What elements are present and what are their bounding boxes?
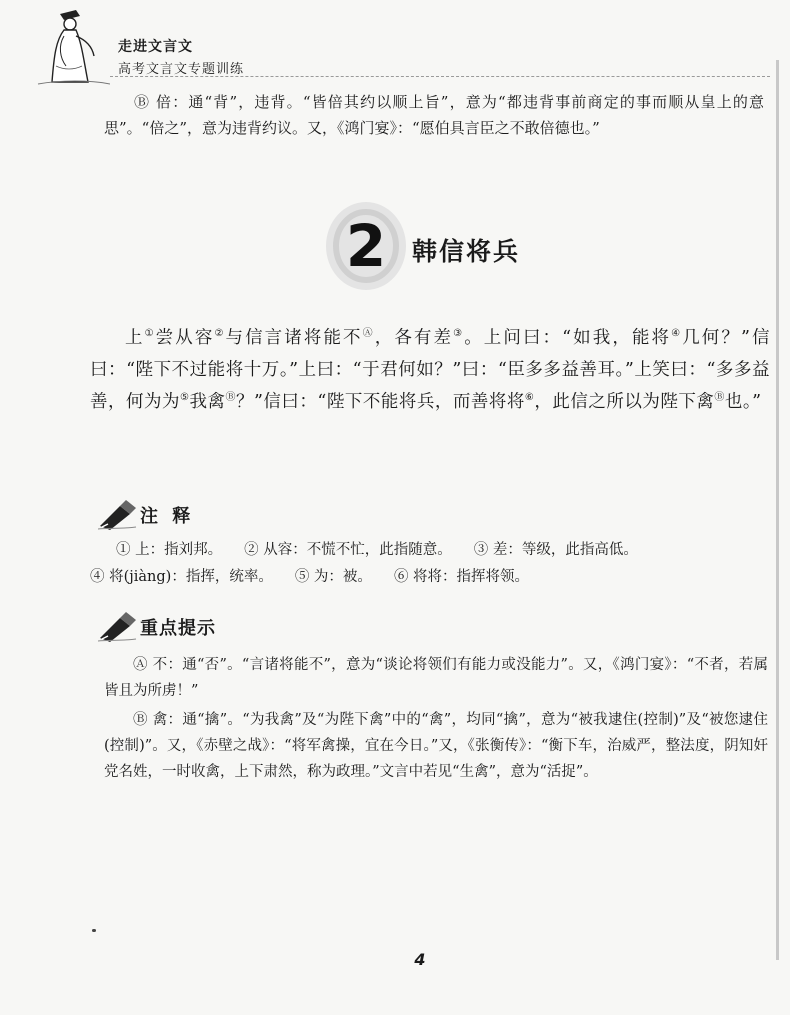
note-item: ④ 将(jiàng)：指挥，统率。: [90, 569, 273, 585]
tips-heading-label: 重点提示: [140, 618, 216, 639]
text-segment: 尝从容: [155, 328, 215, 348]
text-segment: 我禽: [189, 392, 226, 412]
note-marker: ④: [671, 328, 683, 340]
tip-marker: Ⓑ: [225, 392, 236, 404]
note-item: ② 从容：不慌不忙，此指随意。: [244, 542, 452, 558]
text-segment: ，各有差: [374, 328, 454, 348]
text-segment: 与信言诸将能不: [225, 328, 363, 348]
note-item: ⑥ 将将：指挥将领。: [393, 569, 530, 585]
text-segment: 。上问曰：“如我，能将: [464, 328, 672, 348]
series-subtitle: 高考文言文专题训练: [118, 62, 245, 77]
text-segment: ？”信曰：“陛下不能将兵，而善将将: [235, 392, 525, 412]
text-segment: 上: [125, 328, 145, 348]
note-item: ③ 差：等级，此指高低。: [473, 542, 638, 558]
intro-paragraph: Ⓑ 倍：通“背”，违背。“皆倍其约以顺上旨”，意为“都违背事前商定的事而顺从皇上的意思”。“倍之”，意为违背约议。又，《鸿门宴》：“愿伯具言臣之不敢倍德也。”: [104, 93, 764, 137]
text-segment: 也。”: [724, 392, 762, 412]
chapter-number: 2: [345, 212, 387, 280]
print-speck: [92, 929, 96, 932]
tips-heading: [98, 612, 298, 642]
notes-row: [90, 564, 770, 591]
pen-icon: [98, 612, 138, 642]
notes-row: [90, 537, 770, 564]
header-divider: [110, 76, 770, 77]
chapter-title: 韩信将兵: [412, 237, 521, 266]
note-marker: ②: [214, 328, 226, 340]
chapter-number-badge: [322, 198, 410, 294]
main-text: [90, 322, 770, 418]
series-title: 走进文言文: [118, 39, 193, 55]
tip-marker: Ⓑ: [714, 392, 725, 404]
note-marker: ⑥: [524, 392, 535, 404]
notes-heading-label: 注 释: [140, 506, 195, 527]
note-marker: ⑤: [180, 392, 190, 404]
pen-icon: [98, 500, 138, 530]
tip-marker: Ⓐ: [362, 328, 375, 340]
tip-a-paragraph: Ⓐ 不：通“否”。“言诸将能不”，意为“谈论将领们有能力或没能力”。又，《鸿门宴》：“不者，若属皆且为所虏！”: [104, 657, 768, 699]
page-edge-bar: [776, 60, 779, 960]
page-number: 4: [414, 950, 426, 969]
scholar-figure-illustration: [30, 6, 110, 88]
note-item: ① 上：指刘邦。: [116, 542, 223, 558]
note-marker: ③: [453, 328, 465, 340]
notes-heading: [98, 500, 298, 530]
note-item: ⑤ 为：被。: [294, 569, 372, 585]
text-segment: ，此信之所以为陛下禽: [534, 392, 715, 412]
tip-b-paragraph: Ⓑ 禽：通“擒”。“为我禽”及“为陛下禽”中的“禽”，均同“擒”，意为“被我逮住(控制)”及“被您逮住(控制)”。又，《赤壁之战》：“将军禽操，宜在今日。”又，《张衡传》：“衡下车，治威严，整法度，阴知奸党名姓，一时收禽，上下肃然，称为政理。”文言中若见“生禽”，意为“活捉”。: [104, 712, 768, 780]
text-segment: 几何？”信曰：“陛下不过能将十万。”上曰：“于君何如？”曰：“臣多多益善耳。”上笑曰：“多多益善，何为为: [90, 328, 771, 412]
note-marker: ①: [144, 328, 156, 340]
notes-list: [90, 537, 770, 591]
